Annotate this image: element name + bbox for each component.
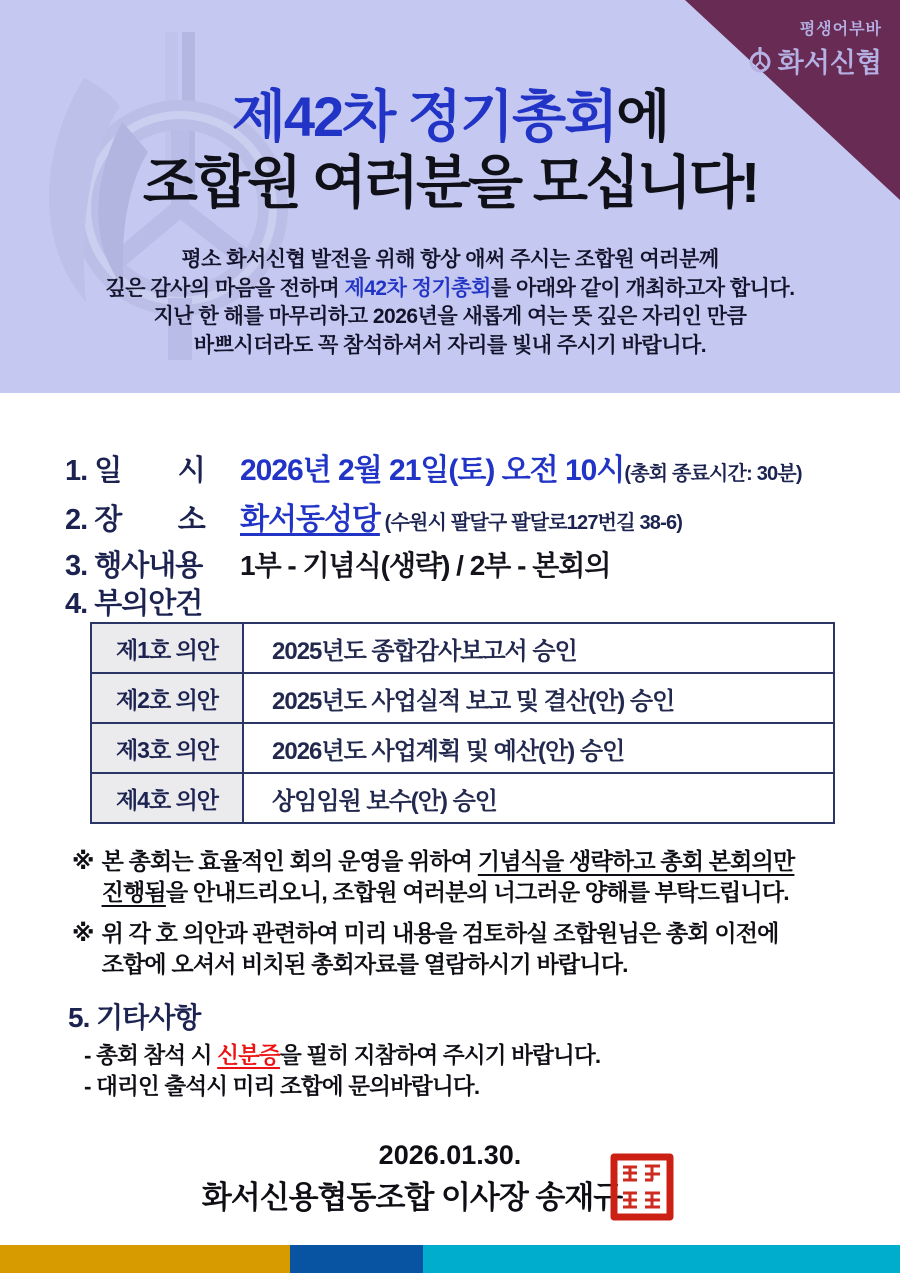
item3-value: 1부 - 기념식(생략) / 2부 - 본회의 [240, 550, 611, 581]
item1-suffix: (총회 종료시간: 30분) [624, 463, 802, 485]
credit-union-logo-icon [745, 46, 775, 76]
header-banner [0, 0, 900, 393]
underlined-text: 기념식을 생략하고 총회 본회의만 [477, 848, 795, 874]
intro-line1: 평소 화서신협 발전을 위해 항상 애써 주시는 조합원 여러분께 [181, 248, 719, 271]
brand-tagline: 평생어부바 [799, 21, 882, 38]
etc-bullet-1: - 총회 참석 시 신분증을 필히 지참하여 주시기 바랍니다. [84, 1043, 601, 1068]
id-card-highlight: 신분증 [217, 1043, 280, 1068]
note-marker: ※ [72, 920, 94, 946]
brand-block [745, 16, 882, 80]
footer-stripe-gold [0, 1245, 290, 1273]
title-rest: 에 [616, 85, 669, 148]
item2-label: 2. 장 소 [65, 504, 205, 536]
table-row [91, 773, 834, 823]
title-line2: 조합원 여러분을 모십니다! [142, 151, 758, 216]
resolution-number: 제1호 의안 [91, 623, 243, 673]
issue-date: 2026.01.30. [378, 1140, 522, 1170]
agenda-item-program [65, 543, 610, 584]
item4-label: 4. 부의안건 [65, 588, 203, 620]
note-2: ※ 위 각 호 의안과 관련하여 미리 내용을 검토하실 조합원님은 총회 이전에 조합에 오셔서 비치된 총회자료를 열람하시기 바랍니다. [72, 918, 862, 980]
agenda-item-resolutions [65, 581, 240, 622]
resolution-desc: 상임임원 보수(안) 승인 [243, 773, 834, 823]
chairman-seal-stamp [610, 1153, 674, 1221]
signature-line: 화서신용협동조합 이사장 송재규 [201, 1180, 623, 1215]
table-row [91, 723, 834, 773]
table-row [91, 673, 834, 723]
intro-line2: 깊은 감사의 마음을 전하며 제42차 정기총회를 아래와 같이 개최하고자 합니다. [105, 276, 795, 300]
item1-label: 1. 일 시 [65, 455, 205, 487]
intro-paragraph [0, 246, 900, 360]
resolution-desc: 2025년도 사업실적 보고 및 결산(안) 승인 [243, 673, 834, 723]
agenda-item-place [65, 494, 682, 538]
item2-suffix: (수원시 팔달구 팔달로127번길 38-6) [379, 512, 683, 534]
footer-stripe-blue [290, 1245, 423, 1273]
intro-line4: 바쁘시더라도 꼭 참석하셔서 자리를 빛내 주시기 바랍니다. [193, 333, 707, 357]
brand-name: 화서신협 [777, 48, 882, 78]
resolution-number: 제3호 의안 [91, 723, 243, 773]
resolution-desc: 2026년도 사업계획 및 예산(안) 승인 [243, 723, 834, 773]
poster-title [0, 84, 900, 217]
resolution-number: 제4호 의안 [91, 773, 243, 823]
agenda-item-datetime [65, 445, 802, 489]
item3-label: 3. 행사내용 [65, 550, 203, 582]
intro-highlight: 제42차 정기총회 [344, 276, 491, 300]
title-highlight: 제42차 정기총회 [231, 85, 617, 148]
intro-line3: 지난 한 해를 마무리하고 2026년을 새롭게 여는 뜻 깊은 자리인 만큼 [153, 305, 747, 328]
etc-bullet-2: - 대리인 출석시 미리 조합에 문의바랍니다. [84, 1074, 480, 1099]
resolution-desc: 2025년도 종합감사보고서 승인 [243, 623, 834, 673]
etc-section-title: 5. 기타사항 [68, 1002, 201, 1033]
note-1: ※ 본 총회는 효율적인 회의 운영을 위하여 기념식을 생략하고 총회 본회의만 진행됨을 안내드리오니, 조합원 여러분의 너그러운 양해를 부탁드립니다. [72, 846, 862, 908]
table-row [91, 623, 834, 673]
item2-value: 화서동성당 [240, 503, 380, 536]
underlined-text: 진행됨 [101, 879, 166, 905]
note-marker: ※ [72, 848, 94, 874]
footer-stripe-cyan [423, 1245, 900, 1273]
resolutions-table [90, 622, 835, 824]
item1-value: 2026년 2월 21일(토) 오전 10시 [240, 454, 625, 487]
resolution-number: 제2호 의안 [91, 673, 243, 723]
